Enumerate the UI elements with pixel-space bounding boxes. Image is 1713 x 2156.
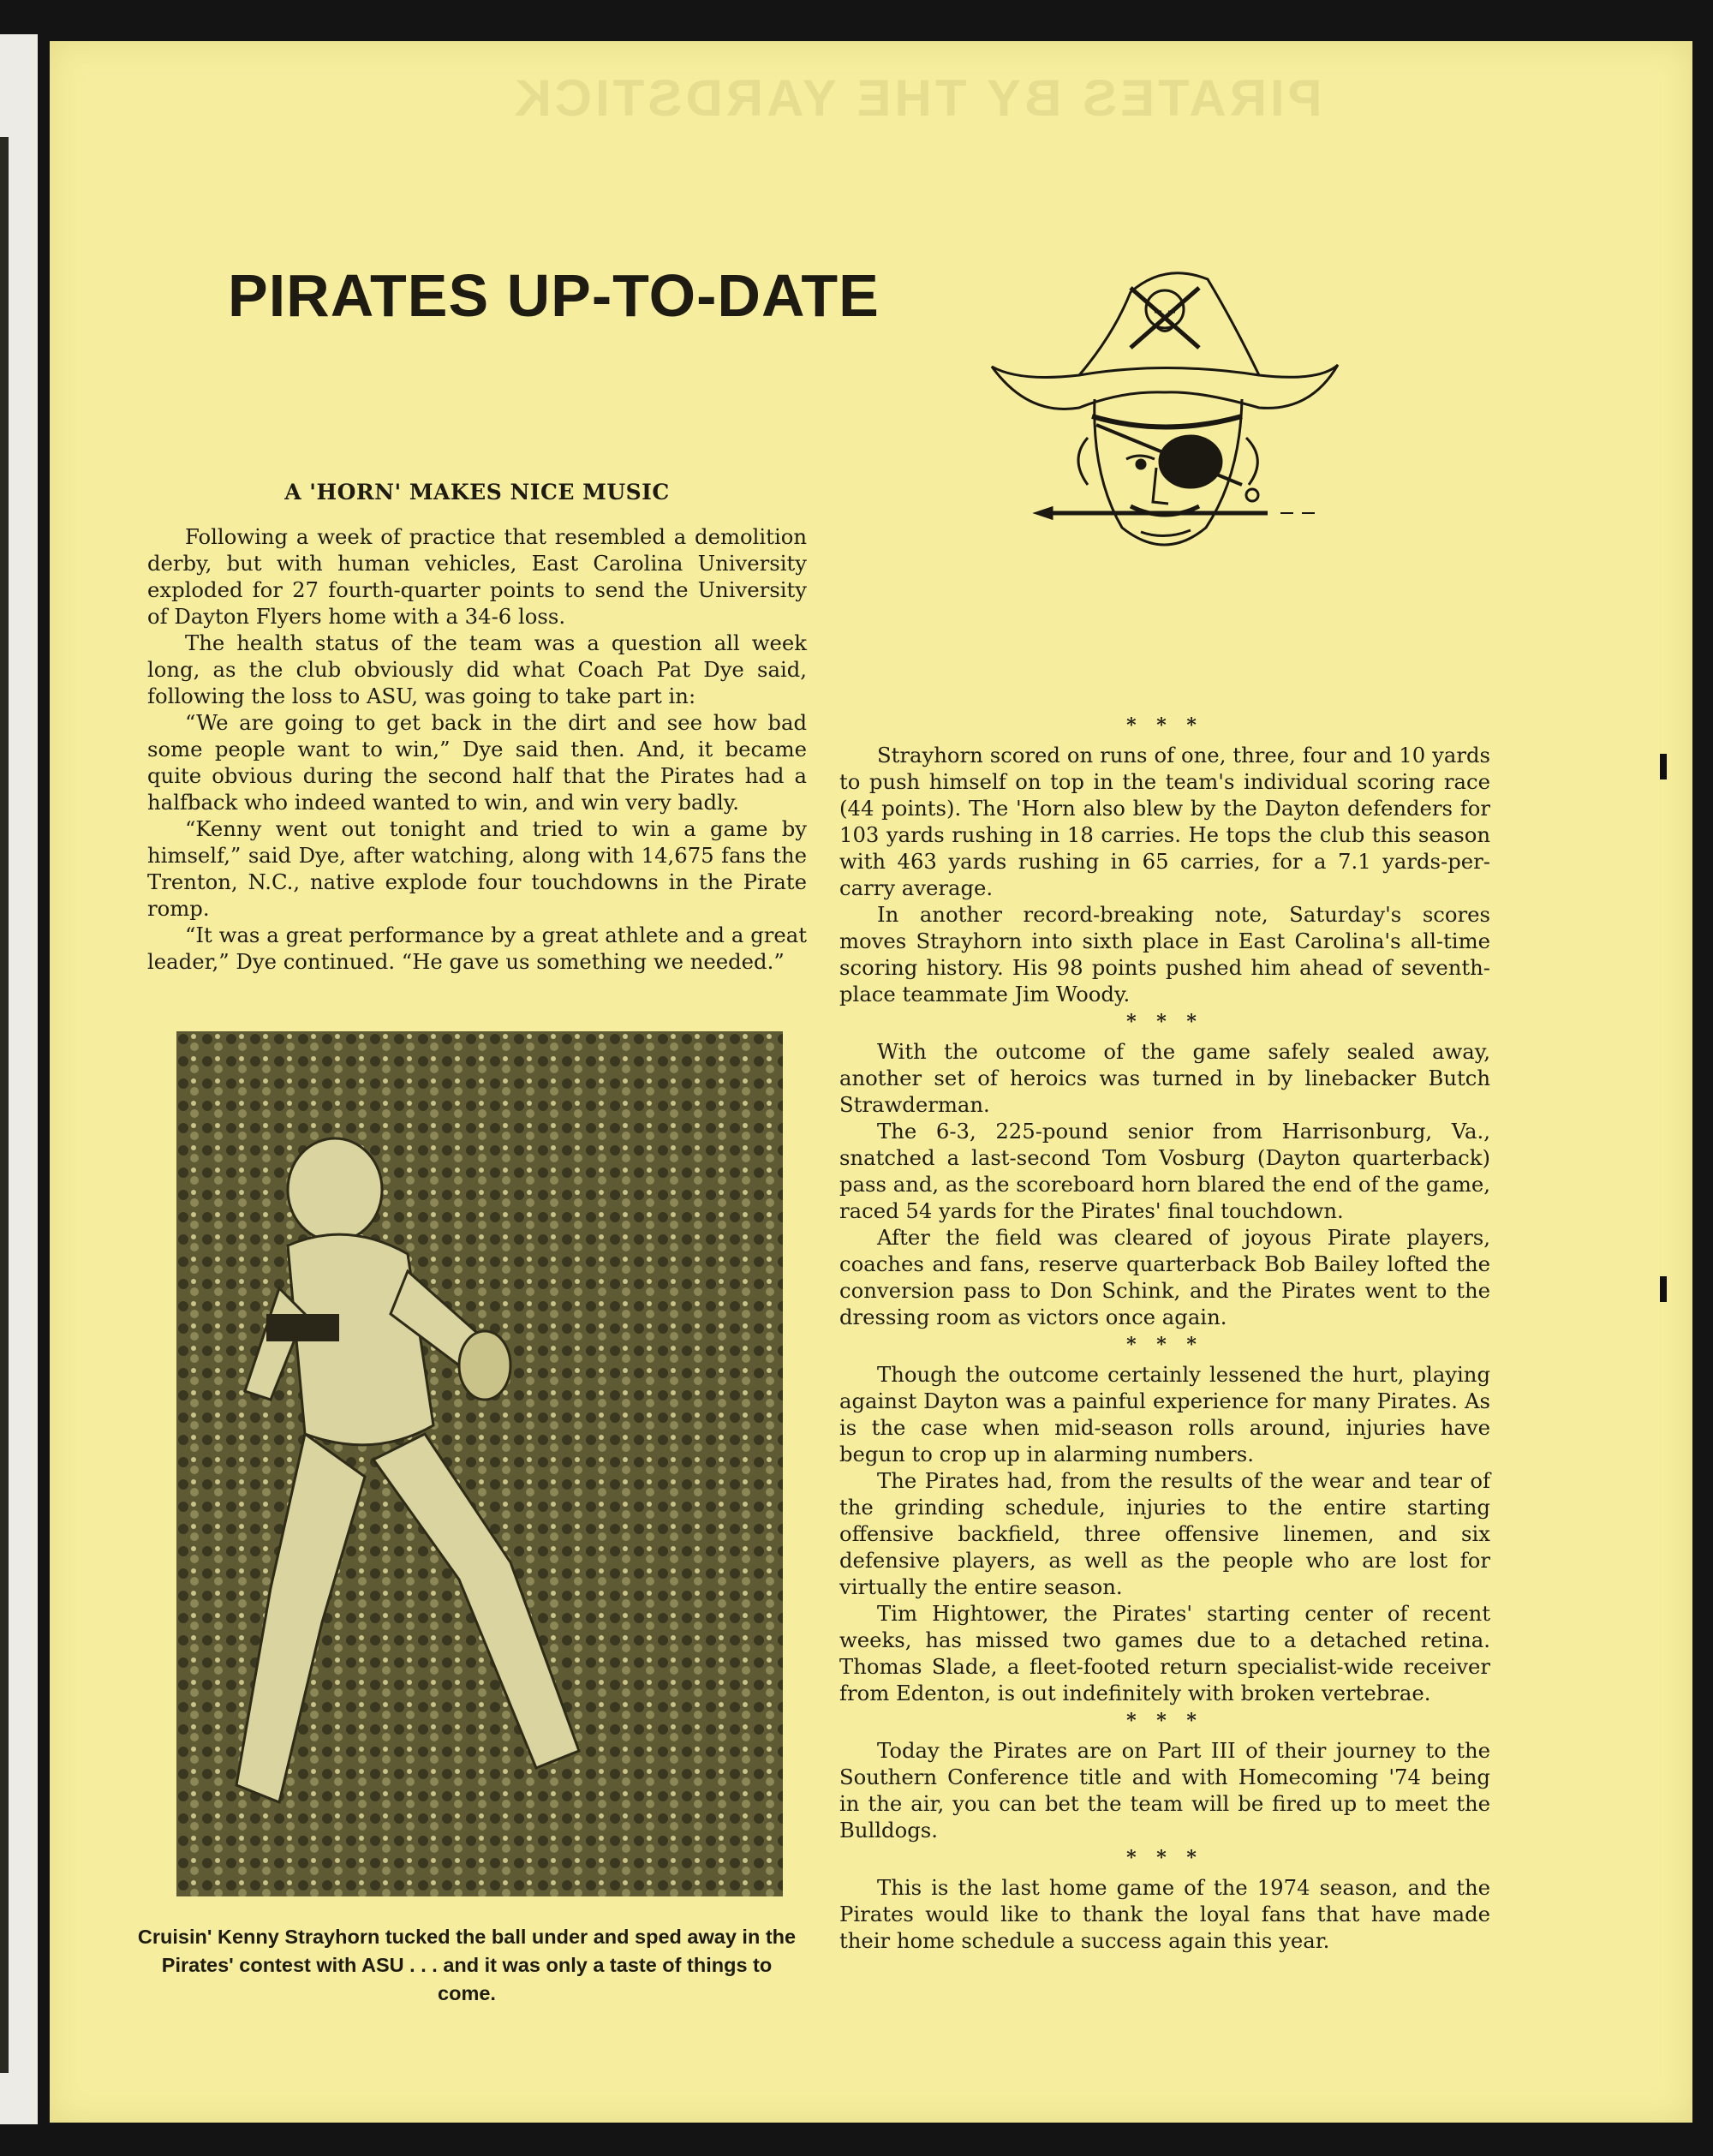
pirate-skull-hat-icon: [985, 254, 1345, 579]
article-paragraph: Though the outcome certainly lessened the hurt, playing against Dayton was a painful experience for many Pirates. As is the case when mid-season rolls around, injuries have begun to crop up in alarming numbers.: [839, 1362, 1490, 1466]
page-title: PIRATES UP-TO-DATE: [228, 262, 880, 329]
article-paragraph: “It was a great performance by a great athlete and a great leader,” Dye continued. “He gave us something we needed.”: [147, 923, 807, 974]
article-paragraph: “Kenny went out tonight and tried to win a game by himself,” said Dye, after watching, along with 14,675 fans the Trenton, N.C., native explode four touchdowns in the Pirate romp.: [147, 816, 807, 921]
article-paragraph: The 6-3, 225-pound senior from Harrisonburg, Va., snatched a last-second Tom Vosburg (Dayton quarterback) pass and, as the scoreboard horn blared the end of the game, raced 54 yards for the Pirates' final touchdown.: [839, 1119, 1490, 1223]
section-separator: * * *: [1126, 714, 1203, 737]
section-separator: * * *: [1126, 1710, 1203, 1732]
article-paragraph: Today the Pirates are on Part III of their journey to the Southern Conference title and with Homecoming '74 being in the air, you can bet the team will be fired up to meet the Bulldogs.: [839, 1738, 1490, 1842]
photo-caption: Cruisin' Kenny Strayhorn tucked the ball under and sped away in the Pirates' contest with ASU . . . and it was only a taste of things to come.: [137, 1926, 797, 2004]
article-subhead: A 'HORN' MAKES NICE MUSIC: [284, 480, 670, 505]
binder-mark: [1660, 1276, 1667, 1302]
article-paragraph: “We are going to get back in the dirt and see how bad some people want to win,” Dye said then. And, it became quite obvious during the second half that the Pirates had a halfback who indeed wanted to win, and win very badly.: [147, 710, 807, 815]
article-right-column: [839, 711, 1490, 1954]
article-paragraph: This is the last home game of the 1974 season, and the Pirates would like to thank the loyal fans that have made their home schedule a success again this year.: [839, 1875, 1490, 1953]
section-separator: * * *: [1126, 1334, 1203, 1356]
previous-page-edge: [0, 34, 38, 2124]
bleed-through-text: PIRATES BY THE YARDSTICK: [510, 69, 1322, 127]
football-player-photo: [176, 1031, 783, 1896]
article-paragraph: Following a week of practice that resembled a demolition derby, but with human vehicles, East Carolina University exploded for 27 fourth-quarter points to send the University of Dayton Flyers home with a 34-6 loss.: [147, 524, 807, 629]
article-paragraph: The Pirates had, from the results of the wear and tear of the grinding schedule, injuries to the entire starting offensive backfield, three offensive linemen, and six defensive players, as well as the people who are lost for virtually the entire season.: [839, 1468, 1490, 1599]
binder-mark: [1660, 754, 1667, 779]
article-left-column: [147, 480, 807, 975]
article-paragraph: In another record-breaking note, Saturday's scores moves Strayhorn into sixth place in East Carolina's all-time scoring history. His 98 points pushed him ahead of seventh-place teammate Jim Woody.: [839, 902, 1490, 1006]
article-paragraph: After the field was cleared of joyous Pirate players, coaches and fans, reserve quarterback Bob Bailey lofted the conversion pass to Don Schink, and the Pirates went to the dressing room as victors once again.: [839, 1225, 1490, 1329]
article-paragraph: With the outcome of the game safely sealed away, another set of heroics was turned in by linebacker Butch Strawderman.: [839, 1039, 1490, 1117]
section-separator: * * *: [1126, 1847, 1203, 1869]
article-paragraph: Tim Hightower, the Pirates' starting center of recent weeks, has missed two games due to a detached retina. Thomas Slade, a fleet-footed return specialist-wide receiver from Edenton, is out indefinitely with broken vertebrae.: [839, 1601, 1490, 1705]
article-paragraph: The health status of the team was a question all week long, as the club obviously did what Coach Pat Dye said, following the loss to ASU, was going to take part in:: [147, 630, 807, 708]
section-separator: * * *: [1126, 1011, 1203, 1033]
article-paragraph: Strayhorn scored on runs of one, three, four and 10 yards to push himself on top in the team's individual scoring race (44 points). The 'Horn also blew by the Dayton defenders for 103 yards rushing in 18 carries. He tops the club this season with 463 yards rushing in 65 carries, for a 7.1 yards-per-carry average.: [839, 743, 1490, 900]
